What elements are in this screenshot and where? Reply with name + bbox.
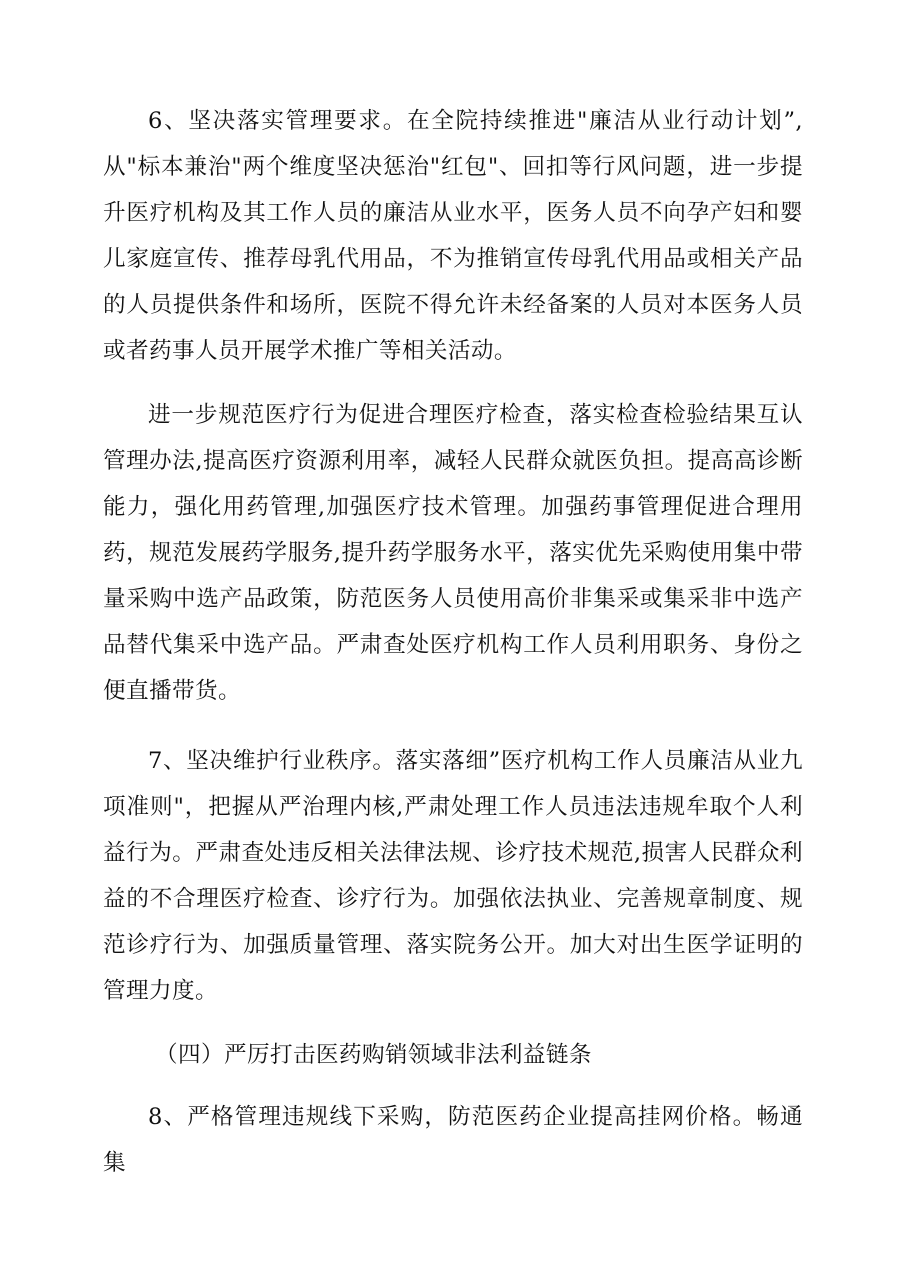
paragraph-6: 6、坚决落实管理要求。在全院持续推进"廉洁从业行动计划”,从"标本兼治"两个维度坚决惩治"红包"、回扣等行风问题，进一步提升医疗机构及其工作人员的廉洁从业水平，医务人员不向孕产妇和婴儿家庭宣传、推荐母乳代用品，不为推销宣传母乳代用品或相关产品的人员提供条件和场所，医院不得允许未经备案的人员对本医务人员或者药事人员开展学术推广等相关活动。 (103, 108, 803, 364)
paragraph-8: 8、严格管理违规线下采购，防范医药企业提高挂网价格。畅通集 (103, 1104, 803, 1176)
paragraph-7: 7、坚决维护行业秩序。落实落细”医疗机构工作人员廉洁从业九项准则"，把握从严治理内核,严肃处理工作人员违法违规牟取个人利益行为。严肃查处违反相关法律法规、诊疗技术规范,损害人民群众利益的不合理医疗检查、诊疗行为。加强依法执业、完善规章制度、规范诊疗行为、加强质量管理、落实院务公开。加大对出生医学证明的管理力度。 (103, 748, 803, 1004)
paragraph-medical-conduct: 进一步规范医疗行为促进合理医疗检查，落实检查检验结果互认管理办法,提高医疗资源利用率，减轻人民群众就医负担。提高高诊断能力，强化用药管理,加强医疗技术管理。加强药事管理促进合理用药，规范发展药学服务,提升药学服务水平，落实优先采购使用集中带量采购中选产品政策，防范医务人员使用高价非集采或集采非中选产品替代集采中选产品。严肃查处医疗机构工作人员利用职务、身份之便直播带货。 (103, 402, 803, 704)
section-heading: （四）严厉打击医药购销领域非法利益链条 (155, 1042, 592, 1068)
